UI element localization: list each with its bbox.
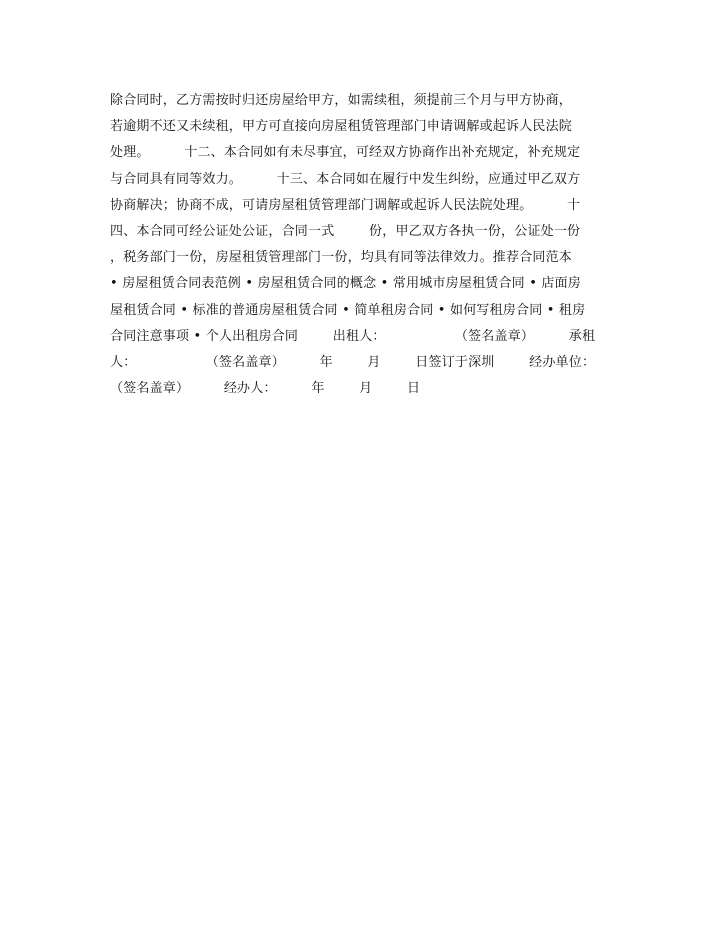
text-line-9: 屋租赁合同 • 标准的普通房屋租赁合同 • 简单租房合同 • 如何写租房合同 • 租房 (110, 302, 586, 318)
text-line-8: • 房屋租赁合同表范例 • 房屋租赁合同的概念 • 常用城市房屋租赁合同 • 店面房 (110, 276, 581, 292)
text-line-11: 人： （签名盖章） 年 月 日签订于深圳 经办单位： (110, 354, 596, 370)
text-line-6: 四、本合同可经公证处公证，合同一式 份，甲乙双方各执一份，公证处一份 (110, 223, 581, 239)
text-line-2: 若逾期不还又未续租，甲方可直接向房屋租赁管理部门申请调解或起诉人民法院 (110, 119, 573, 135)
text-line-4: 与合同具有同等效力。 十三、本合同如在履行中发生纠纷，应通过甲乙双方 (110, 171, 581, 187)
text-line-12: （签名盖章） 经办人： 年 月 日 (110, 381, 421, 397)
text-line-3: 处理。 十二、本合同如有未尽事宜，可经双方协商作出补充规定，补充规定 (110, 145, 581, 161)
contract-text-body (110, 88, 610, 402)
text-line-10: 合同注意事项 • 个人出租房合同 出租人： （签名盖章） 承租 (110, 328, 596, 344)
text-line-1: 除合同时，乙方需按时归还房屋给甲方，如需续租，须提前三个月与甲方协商， (110, 93, 573, 108)
text-line-7: ，税务部门一份，房屋租赁管理部门一份，均具有同等法律效力。推荐合同范本 (110, 250, 573, 266)
text-line-5: 协商解决；协商不成，可请房屋租赁管理部门调解或起诉人民法院处理。 十 (110, 197, 581, 213)
